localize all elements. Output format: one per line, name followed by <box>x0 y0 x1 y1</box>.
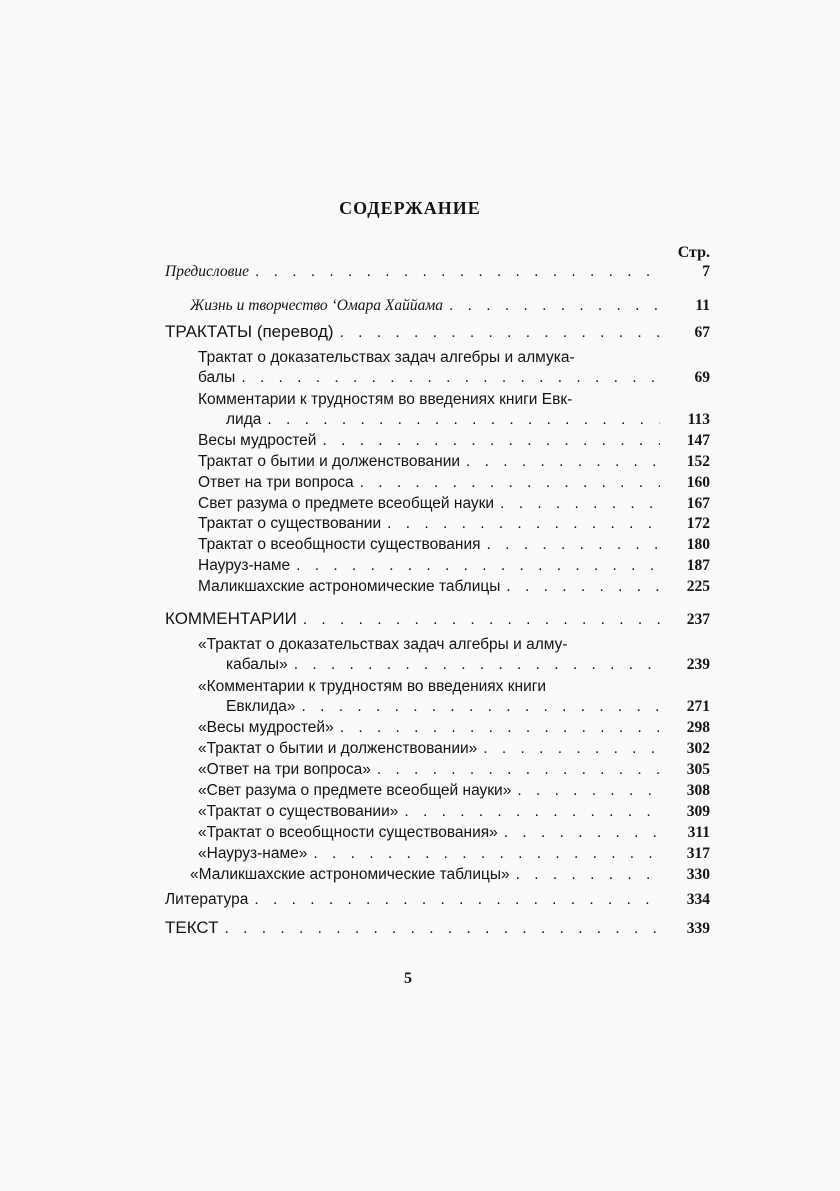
toc-entry-title: ТРАКТАТЫ (перевод) <box>165 322 334 341</box>
toc-entry-text[interactable] <box>165 918 710 939</box>
toc-entry-title-line1: «Комментарии к трудностям во введениях книги <box>198 678 547 695</box>
toc-entry-page: 309 <box>686 803 710 820</box>
toc-entry-page: 167 <box>686 495 710 512</box>
toc-entry-page: 305 <box>686 761 710 778</box>
toc-entry-page: 271 <box>686 698 710 715</box>
toc-entry-title: «Свет разума о предмете всеобщей науки» <box>198 782 512 799</box>
toc-entry-title-line1: Комментарии к трудностям во введениях книги Евк- <box>198 391 573 408</box>
toc-entry-title: «Трактат о существовании» <box>198 803 399 820</box>
toc-entry-c9[interactable] <box>198 844 710 864</box>
toc-entry-page: 187 <box>686 557 710 574</box>
toc-entry-c5[interactable] <box>198 760 710 780</box>
toc-entry-title: Литература <box>165 891 249 908</box>
toc-entry-page: 311 <box>687 824 710 841</box>
toc-entry-title-line1: Трактат о доказательствах задач алгебры и алмука- <box>198 349 575 366</box>
toc-entry-page: 225 <box>686 578 710 595</box>
toc-entry-page: 339 <box>686 920 710 937</box>
toc-entry-title: Маликшахские астрономические таблицы <box>198 578 501 595</box>
toc-entry-title: «Маликшахские астрономические таблицы» <box>190 866 510 883</box>
toc-entry-c1[interactable] <box>198 635 710 675</box>
toc-entry-c7[interactable] <box>198 802 710 822</box>
toc-entry-title-line2: балы <box>198 369 236 386</box>
toc-entry-t6[interactable] <box>198 494 710 514</box>
page-number: 5 <box>404 970 412 987</box>
toc-entry-page: 317 <box>686 845 710 862</box>
toc-entry-treatises[interactable] <box>165 322 710 343</box>
toc-entry-page: 237 <box>686 611 710 628</box>
toc-entry-page: 334 <box>686 891 710 908</box>
toc-entry-title: Трактат о существовании <box>198 515 382 532</box>
toc-entry-title: КОММЕНТАРИИ <box>165 609 297 628</box>
toc-entry-t5[interactable] <box>198 473 710 493</box>
toc-entry-c4[interactable] <box>198 739 710 759</box>
toc-entry-preface[interactable] <box>165 262 710 282</box>
toc-entry-title: «Ответ на три вопроса» <box>198 761 371 778</box>
toc-entry-title: «Трактат о всеобщности существования» <box>198 824 498 841</box>
toc-entry-page: 298 <box>686 719 710 736</box>
toc-entry-title: Трактат о всеобщности существования <box>198 536 481 553</box>
toc-entry-title-line2: кабалы» <box>226 656 288 673</box>
toc-entry-page: 67 <box>694 324 710 341</box>
toc-entry-t9[interactable] <box>198 556 710 576</box>
toc-entry-title: ТЕКСТ <box>165 918 219 937</box>
toc-entry-c10[interactable] <box>190 865 710 885</box>
toc-entry-t8[interactable] <box>198 535 710 555</box>
toc-entry-t2[interactable] <box>198 390 710 430</box>
toc-entry-t10[interactable] <box>198 577 710 597</box>
toc-entry-c3[interactable] <box>198 718 710 738</box>
toc-entry-title: «Весы мудростей» <box>198 719 334 736</box>
toc-entry-title: Предисловие <box>165 263 249 280</box>
toc-entry-literature[interactable] <box>165 890 710 910</box>
toc-entry-c2[interactable] <box>198 677 710 717</box>
toc-entry-page: 180 <box>686 536 710 553</box>
toc-entry-title: Науруз-наме <box>198 557 291 574</box>
toc-entry-page: 160 <box>686 474 710 491</box>
toc-entry-title: «Науруз-наме» <box>198 845 308 862</box>
toc-entry-title: Весы мудростей <box>198 432 317 449</box>
toc-entry-page: 113 <box>687 411 710 428</box>
toc-entry-page: 7 <box>702 263 710 280</box>
toc-entry-title: Ответ на три вопроса <box>198 474 354 491</box>
toc-entry-comments[interactable] <box>165 609 710 630</box>
page-title: СОДЕРЖАНИЕ <box>339 198 481 218</box>
toc-entry-title: Трактат о бытии и долженствовании <box>198 453 461 470</box>
toc-entry-page: 172 <box>686 515 710 532</box>
toc-entry-title-line1: «Трактат о доказательствах задач алгебры и алму- <box>198 636 568 653</box>
toc-entry-page: 239 <box>686 656 710 673</box>
toc-entry-t3[interactable] <box>198 431 710 451</box>
toc-entry-page: 11 <box>695 297 710 314</box>
toc-entry-life[interactable] <box>190 296 710 316</box>
page-column-header: Стр. <box>677 244 710 261</box>
toc-entry-page: 330 <box>686 866 710 883</box>
toc-entry-title-line2: лида <box>226 411 262 428</box>
toc-entry-page: 308 <box>686 782 710 799</box>
toc-entry-page: 302 <box>686 740 710 757</box>
toc-entry-title-line2: Евклида» <box>226 698 296 715</box>
toc-entry-t1[interactable] <box>198 348 710 388</box>
toc-entry-c6[interactable] <box>198 781 710 801</box>
toc-entry-page: 147 <box>686 432 710 449</box>
toc-entry-c8[interactable] <box>198 823 710 843</box>
toc-entry-t4[interactable] <box>198 452 710 472</box>
toc-entry-title: «Трактат о бытии и долженствовании» <box>198 740 478 757</box>
toc-entry-title: Жизнь и творчество ʻОмара Хаййама <box>190 297 444 314</box>
toc-entry-title: Свет разума о предмете всеобщей науки <box>198 495 495 512</box>
toc-entry-page: 152 <box>686 453 710 470</box>
toc-entry-page: 69 <box>694 369 710 386</box>
toc-entry-t7[interactable] <box>198 514 710 534</box>
